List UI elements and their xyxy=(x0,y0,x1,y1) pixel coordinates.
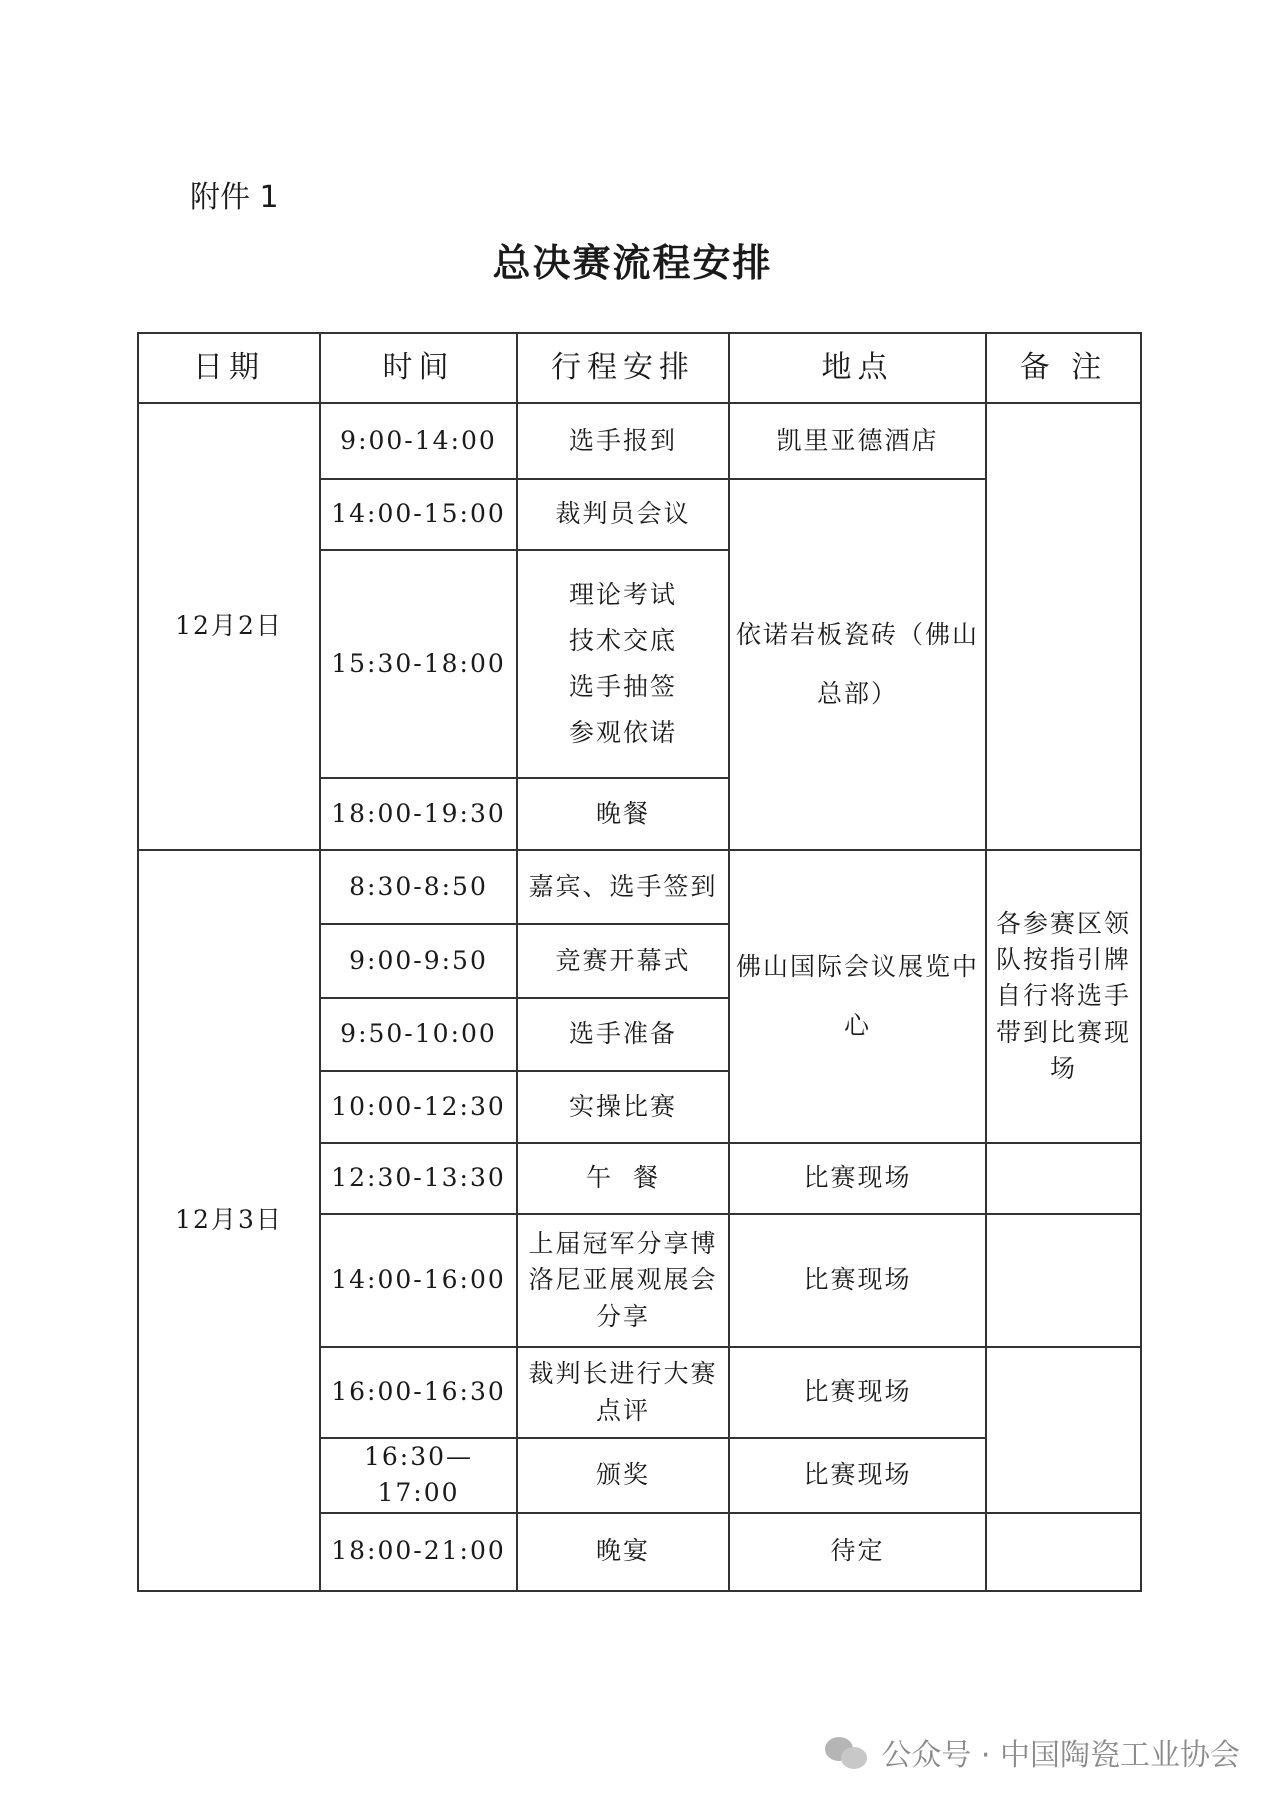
location-cell: 凯里亚德酒店 xyxy=(729,403,986,479)
time-cell: 18:00-21:00 xyxy=(320,1513,517,1591)
remark-cell: 各参赛区领队按指引牌自行将选手带到比赛现场 xyxy=(986,850,1141,1143)
activity-item: 理论考试 xyxy=(568,579,677,609)
document-title: 总决赛流程安排 xyxy=(492,240,773,285)
activity-cell: 嘉宾、选手签到 xyxy=(517,850,729,924)
location-cell: 比赛现场 xyxy=(729,1214,986,1347)
time-cell: 18:00-19:30 xyxy=(320,778,517,850)
time-cell: 9:00-9:50 xyxy=(320,924,517,998)
watermark-footer xyxy=(825,1730,1240,1774)
activity-cell: 午 餐 xyxy=(517,1143,729,1214)
time-cell: 8:30-8:50 xyxy=(320,850,517,924)
schedule-table xyxy=(137,332,1142,1592)
activity-cell: 晚餐 xyxy=(517,778,729,850)
table-header-row xyxy=(138,333,1141,403)
activity-cell: 选手准备 xyxy=(517,998,729,1071)
time-cell: 9:00-14:00 xyxy=(320,403,517,479)
activity-cell: 颁奖 xyxy=(517,1438,729,1513)
table-row xyxy=(138,403,1141,479)
header-location: 地点 xyxy=(729,333,986,403)
time-cell: 12:30-13:30 xyxy=(320,1143,517,1214)
remark-cell xyxy=(986,403,1141,850)
activity-cell xyxy=(517,550,729,778)
location-cell: 佛山国际会议展览中心 xyxy=(729,850,986,1143)
header-date: 日期 xyxy=(138,333,320,403)
time-cell: 10:00-12:30 xyxy=(320,1071,517,1143)
table-row xyxy=(138,850,1141,924)
location-cell: 比赛现场 xyxy=(729,1438,986,1513)
watermark-text: 公众号 · 中国陶瓷工业协会 xyxy=(881,1738,1240,1773)
header-time: 时间 xyxy=(320,333,517,403)
activity-item: 技术交底 xyxy=(568,625,677,655)
time-cell: 15:30-18:00 xyxy=(320,550,517,778)
time-cell: 14:00-16:00 xyxy=(320,1214,517,1347)
header-remark: 备 注 xyxy=(986,333,1141,403)
wechat-icon xyxy=(825,1735,869,1769)
activity-cell: 裁判长进行大赛点评 xyxy=(517,1347,729,1438)
date-cell: 12月3日 xyxy=(138,850,320,1591)
activity-cell: 上届冠军分享博洛尼亚展观展会分享 xyxy=(517,1214,729,1347)
remark-cell xyxy=(986,1513,1141,1591)
location-cell: 待定 xyxy=(729,1513,986,1591)
activity-cell: 裁判员会议 xyxy=(517,479,729,550)
activity-item: 参观依诺 xyxy=(568,718,677,748)
date-cell: 12月2日 xyxy=(138,403,320,850)
activity-item: 选手抽签 xyxy=(568,672,677,701)
remark-cell xyxy=(986,1214,1141,1347)
remark-cell xyxy=(986,1143,1141,1214)
activity-cell: 竞赛开幕式 xyxy=(517,924,729,998)
time-cell: 14:00-15:00 xyxy=(320,479,517,550)
attachment-label: 附件 1 xyxy=(190,180,279,215)
activity-cell: 晚宴 xyxy=(517,1513,729,1591)
location-cell: 比赛现场 xyxy=(729,1143,986,1214)
activity-cell: 实操比赛 xyxy=(517,1071,729,1143)
remark-cell xyxy=(986,1347,1141,1513)
time-cell: 9:50-10:00 xyxy=(320,998,517,1071)
activity-cell: 选手报到 xyxy=(517,403,729,479)
time-cell: 16:30—17:00 xyxy=(320,1438,517,1513)
time-cell: 16:00-16:30 xyxy=(320,1347,517,1438)
location-cell: 依诺岩板瓷砖（佛山总部） xyxy=(729,479,986,850)
header-activity: 行程安排 xyxy=(517,333,729,403)
location-cell: 比赛现场 xyxy=(729,1347,986,1438)
